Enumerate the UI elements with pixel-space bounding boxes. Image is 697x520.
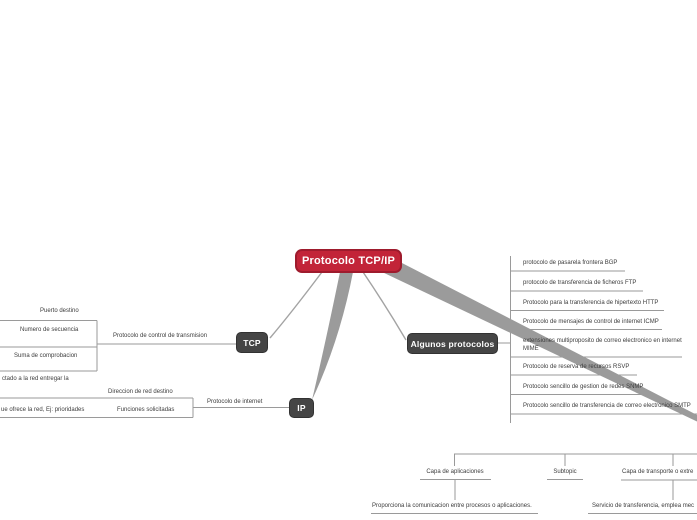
protocol-item-icmp[interactable]: Protocolo de mensajes de control de internet ICMP <box>523 319 659 325</box>
ip-child-direccion-destino[interactable]: Direccion de red destino <box>108 389 173 395</box>
ip-node-label: IP <box>297 403 306 413</box>
protocol-item-bgp[interactable]: protocolo de pasarela frontera BGP <box>523 260 618 266</box>
protocol-item-smtp[interactable]: Protocolo sencillo de transferencia de correo electronico SMTP <box>523 403 691 409</box>
protocol-item-ftp[interactable]: protocolo de transferencia de ficheros FTP <box>523 280 637 286</box>
root-topic-node[interactable] <box>295 249 402 273</box>
protocols-node[interactable] <box>407 333 498 354</box>
ip-node[interactable] <box>289 398 314 418</box>
protocol-item-mime[interactable]: extensiones multiproposito de correo electronico en internet MIME <box>523 338 682 352</box>
tcp-node-label: TCP <box>243 337 261 348</box>
layer-subtopic[interactable]: Subtopic <box>553 469 577 475</box>
tcp-node[interactable] <box>236 332 268 353</box>
protocol-item-rsvp[interactable]: Protocolo de reserva de recursos RSVP <box>523 364 630 370</box>
ip-child-funciones-solicitadas[interactable]: Funciones solicitadas <box>117 407 175 413</box>
layer-capa-transporte[interactable]: Capa de transporte o extre <box>622 469 694 475</box>
ip-grandchild-fragment-1[interactable]: ctado a la red entregar la <box>2 376 69 382</box>
root-topic-label: Protocolo TCP/IP <box>301 255 396 267</box>
layer-capa-aplicaciones[interactable]: Capa de aplicaciones <box>426 469 484 475</box>
tcp-child-suma-comprobacion[interactable]: Suma de comprobacion <box>14 353 78 359</box>
tcp-branch-label[interactable]: Protocolo de control de transmision <box>113 333 208 339</box>
protocols-node-label: Algunos protocolos <box>410 338 495 349</box>
layer-detail-aplicaciones[interactable]: Proporciona la comunicacion entre procesos o aplicaciones. <box>372 503 532 509</box>
tcp-child-numero-secuencia[interactable]: Numero de secuencia <box>20 327 79 333</box>
ip-branch-label[interactable]: Protocolo de internet <box>207 399 263 405</box>
protocol-item-http[interactable]: Protocolo para la transferencia de hipertexto HTTP <box>523 299 659 306</box>
layer-detail-transporte[interactable]: Servicio de transferencia, emplea mec <box>592 503 695 509</box>
tcp-child-puerto-destino[interactable]: Puerto destino <box>40 308 79 314</box>
ip-grandchild-fragment-2[interactable]: ue ofrece la red, Ej: prioridades <box>1 407 85 413</box>
protocol-item-snmp[interactable]: Protocolo sencillo de gestion de redes SNMP <box>523 383 644 390</box>
